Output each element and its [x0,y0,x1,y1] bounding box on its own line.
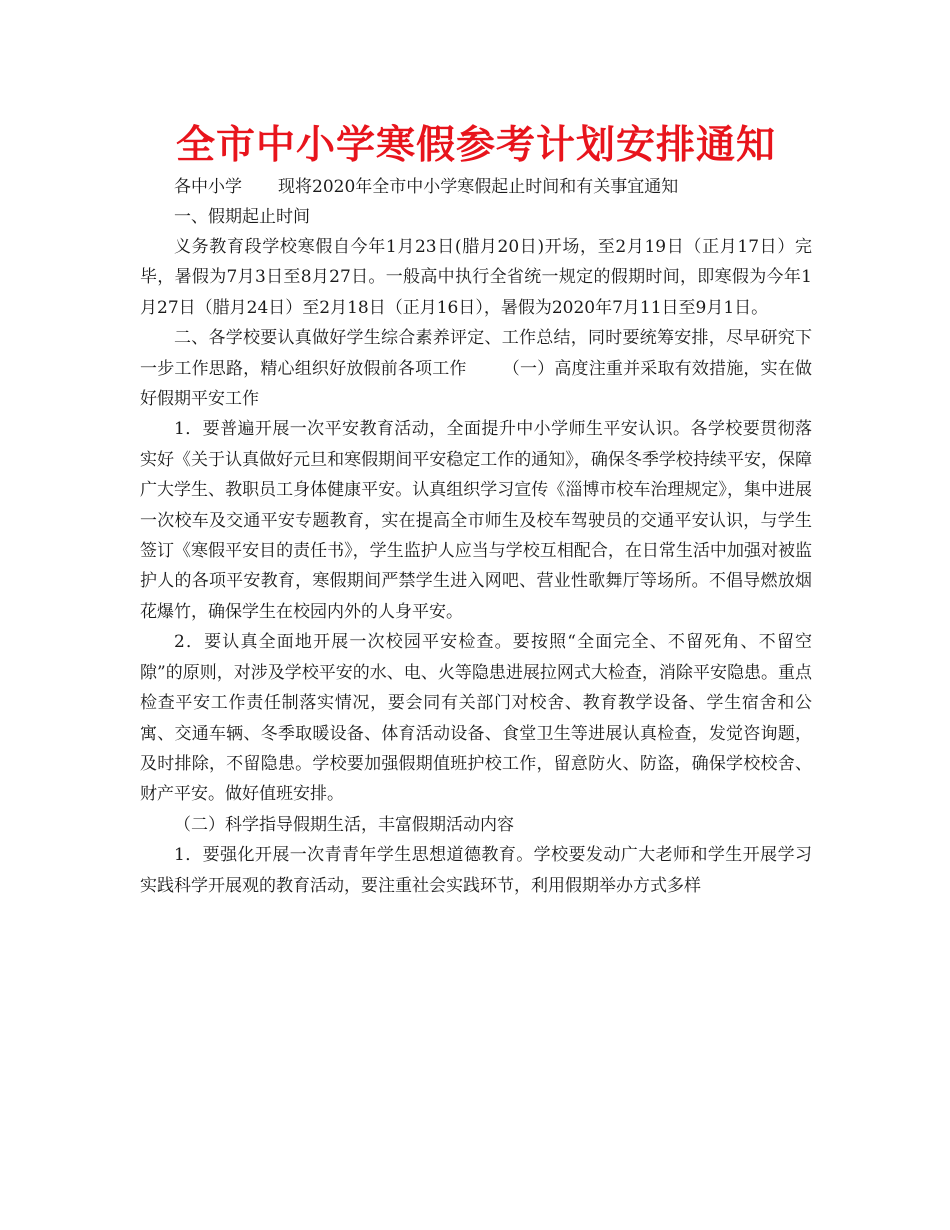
item-3-paragraph: 1．要强化开展一次青青年学生思想道德教育。学校要发动广大老师和学生开展学习实践科学开展观的教育活动，要注重社会实践环节，利用假期举办方式多样 [140,845,812,896]
document-title: 全市中小学寒假参考计划安排通知 [175,123,776,168]
section-1-body: 义务教育段学校寒假自今年1月23日(腊月20日)开场，至2月19日（正月17日）完毕，暑假为7月3日至8月27日。一般高中执行全省统一规定的假期时间，即寒假为今年1月27日（腊月24日）至2月18日（正月16日），暑假为2020年7月11日至9月1日。 [140,237,812,318]
item-2-paragraph: 2．要认真全面地开展一次校园平安检查。要按照“全面完全、不留死角、不留空隙”的原则，对涉及学校平安的水、电、火等隐患进展拉网式大检查，消除平安隐患。重点检查平安工作责任制落实情况，要会同有关部门对校舍、教育教学设备、学生宿舍和公寓、交通车辆、冬季取暖设备、体育活动设备、食堂卫生等进展认真检查，发觉咨询题，及时排除，不留隐患。学校要加强假期值班护校工作，留意防火、防盗，确保学校校舍、财产平安。做好值班安排。 [140,632,812,805]
subsection-2-heading: （二）科学指导假期生活，丰富假期活动内容 [174,814,514,835]
section-1-heading: 一、假期起止时间 [174,207,310,227]
section-2-paragraph [140,323,812,414]
section-2-heading: 二、各学校要认真做好学生综合素养评定、工作总结，同时要统筹安排，尽早研究下一步工作思路，精心组织好放假前各项工作 [140,328,812,379]
intro-addressee: 各中小学 [174,177,242,197]
intro-notice: 现将2020年全市中小学寒假起止时间和有关事宜通知 [278,177,679,197]
intro-line [140,172,812,202]
item-1-paragraph: 1．要普遍开展一次平安教育活动，全面提升中小学师生平安认识。各学校要贯彻落实好《关于认真做好元旦和寒假期间平安稳定工作的通知》，确保冬季学校持续平安，保障广大学生、教职员工身体健康平安。认真组织学习宣传《淄博市校车治理规定》，集中进展一次校车及交通平安专题教育，实在提高全市师生及校车驾驶员的交通平安认识，与学生签订《寒假平安目的责任书》，学生监护人应当与学校互相配合，在日常生活中加强对被监护人的各项平安教育，寒假期间严禁学生进入网吧、营业性歌舞厅等场所。不倡导燃放烟花爆竹，确保学生在校园内外的人身平安。 [140,419,812,622]
document-page [140,120,812,901]
subsection-1-heading: （一）高度注重并采取有效措施，实在做好假期平安工作 [140,358,812,410]
